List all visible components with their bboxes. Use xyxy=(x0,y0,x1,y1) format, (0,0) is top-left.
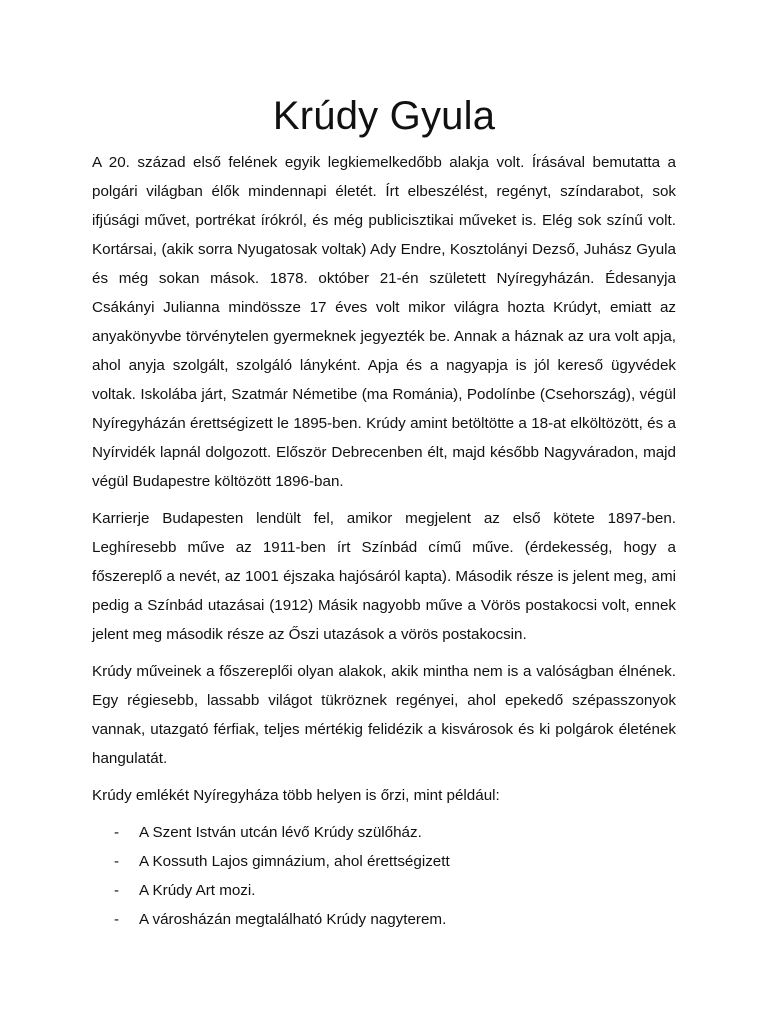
document-page xyxy=(92,88,676,934)
list-item-text: A Kossuth Lajos gimnázium, ahol érettségizett xyxy=(139,853,450,870)
list-item xyxy=(92,876,676,905)
list-marker: - xyxy=(114,824,120,841)
paragraph-biography: A 20. század első felének egyik legkiemelkedőbb alakja volt. Írásával bemutatta a polgári világban élők mindennapi életét. Írt elbeszélést, regényt, színdarabot, sok ifjúsági művet, portrékat írókról, és még publicisztikai műveket is. Elég sok színű volt. Kortársai, (akik sorra Nyugatosak voltak) Ady Endre, Kosztolányi Dezső, Juhász Gyula és még sokan mások. 1878. október 21-én született Nyíregyházán. Édesanyja Csákányi Julianna mindössze 17 éves volt mikor világra hozta Krúdyt, emiatt az anyakönyvbe törvénytelen gyermeknek jegyezték be. Annak a háznak az ura volt apja, ahol anyja szolgált, szolgáló lányként. Apja és a nagyapja is jól kereső ügyvédek voltak. Iskolába járt, Szatmár Németibe (ma Románia), Podolínbe (Csehország), végül Nyíregyházán érettségizett le 1895-ben. Krúdy amint betöltötte a 18-at elköltözött, és a Nyírvidék lapnál dolgozott. Először Debrecenben élt, majd később Nagyváradon, majd végül Budapestre költözött 1896-ban. xyxy=(92,154,676,490)
memorials-list xyxy=(92,818,676,934)
list-item xyxy=(92,847,676,876)
document-title: Krúdy Gyula xyxy=(272,94,496,138)
paragraph-career: Karrierje Budapesten lendült fel, amikor megjelent az első kötete 1897-ben. Leghíresebb műve az 1911-ben írt Színbád című műve. (érdekesség, hogy a főszereplő a nevét, az 1001 éjszaka hajósáról kapta). Második része is jelent meg, ami pedig a Színbád utazásai (1912) Másik nagyobb műve a Vörös postakocsi volt, ennek jelent meg második része az Őszi utazások a vörös postakocsin. xyxy=(92,510,676,643)
paragraph-characters: Krúdy műveinek a főszereplői olyan alakok, akik mintha nem is a valóságban élnének. Egy régiesebb, lassabb világot tükröznek regényei, ahol epekedő szépasszonyok vannak, utazgató férfiak, teljes mértékig felidézik a kisvárosok és ki polgárok életének hangulatát. xyxy=(92,663,676,767)
list-item-text: A Krúdy Art mozi. xyxy=(139,882,256,899)
list-marker: - xyxy=(114,882,120,899)
paragraph-memorials-intro: Krúdy emlékét Nyíregyháza több helyen is őrzi, mint például: xyxy=(92,787,500,804)
list-item-text: A városházán megtalálható Krúdy nagyterem. xyxy=(139,911,447,928)
list-item xyxy=(92,818,676,847)
list-item-text: A Szent István utcán lévő Krúdy szülőház. xyxy=(139,824,422,841)
list-marker: - xyxy=(114,911,120,928)
list-item xyxy=(92,905,676,934)
list-marker: - xyxy=(114,853,120,870)
